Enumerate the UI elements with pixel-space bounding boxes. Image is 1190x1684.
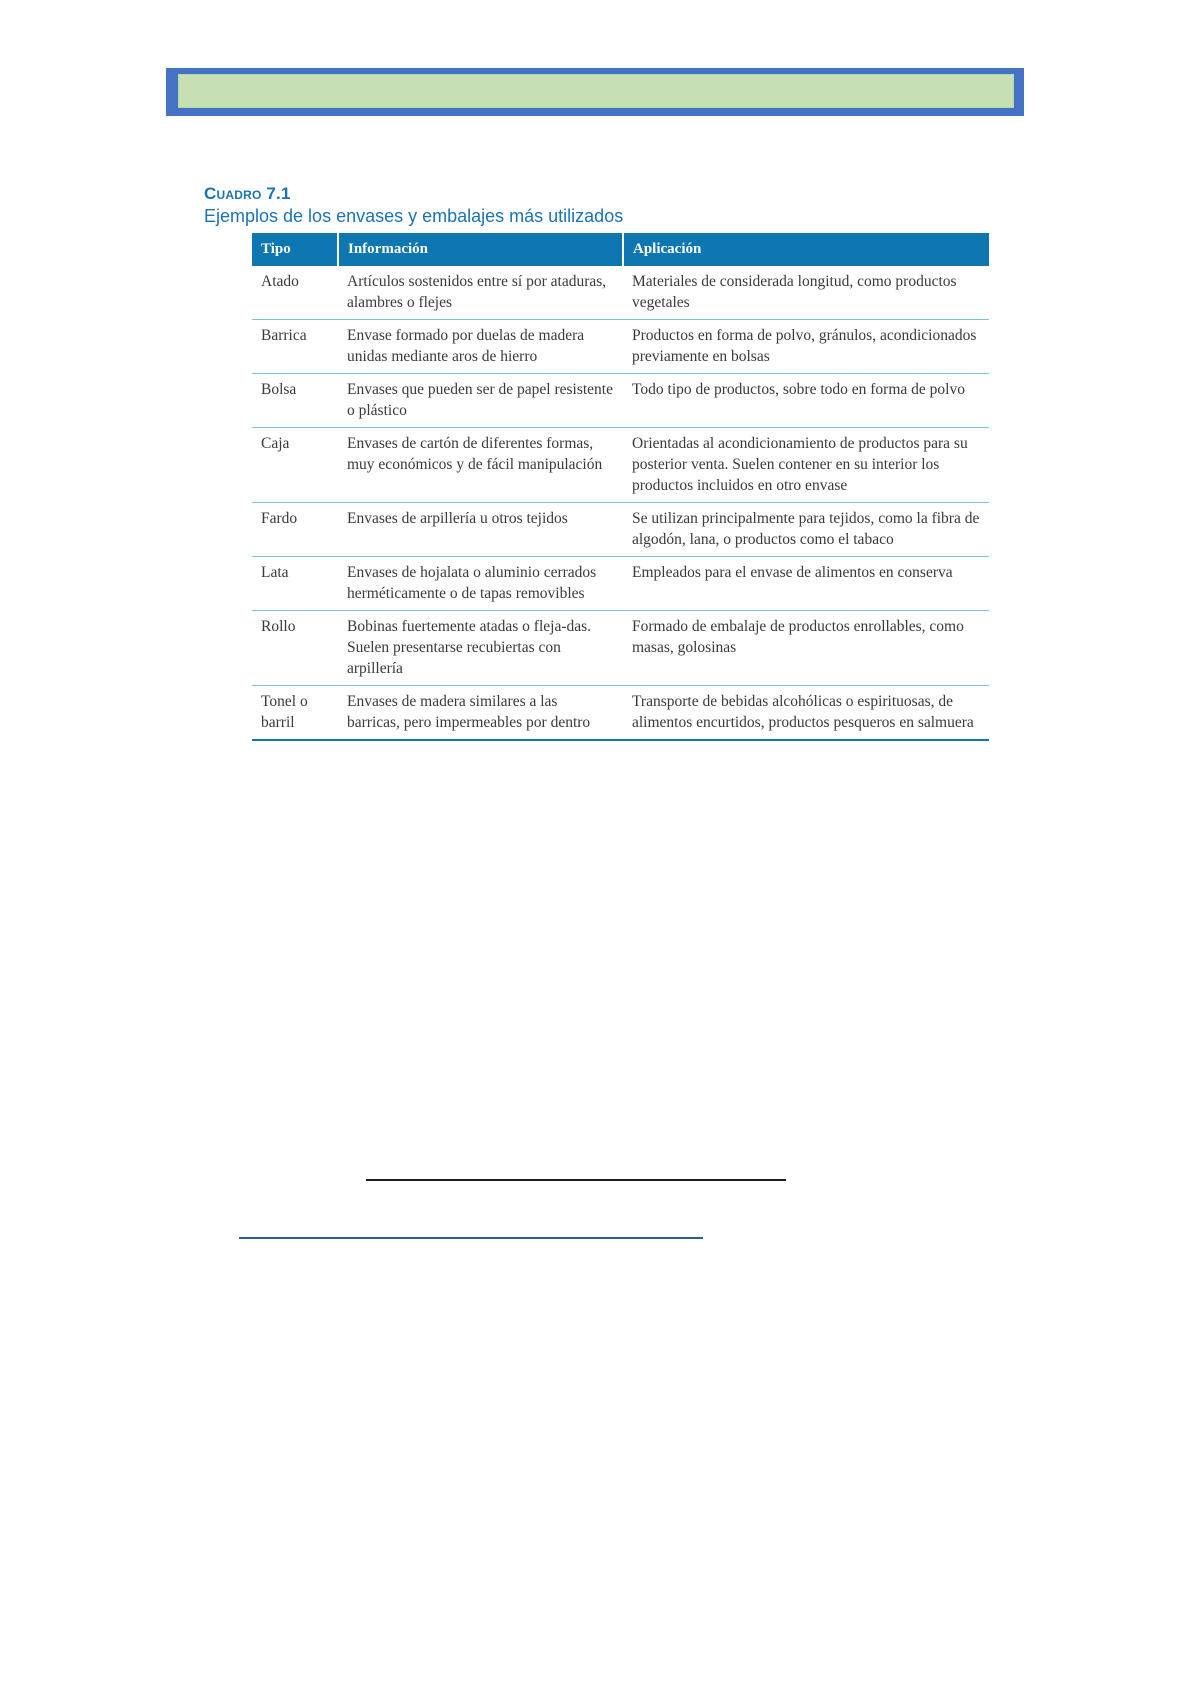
header-informacion: Información	[338, 233, 623, 266]
cuadro-title: Ejemplos de los envases y embalajes más utilizados	[204, 206, 624, 226]
cell-informacion: Envases de madera similares a las barricas, pero impermeables por dentro	[338, 686, 623, 741]
cell-aplicacion: Orientadas al acondicionamiento de productos para su posterior venta. Suelen contener en su interior los productos incluidos en otro envase	[623, 428, 989, 503]
cell-tipo: Caja	[252, 428, 338, 503]
cell-aplicacion: Se utilizan principalmente para tejidos, como la fibra de algodón, lana, o productos como el tabaco	[623, 503, 989, 557]
signature-line	[366, 1179, 786, 1181]
cell-aplicacion: Empleados para el envase de alimentos en conserva	[623, 557, 989, 611]
header-banner-fill	[178, 74, 1014, 108]
header-tipo: Tipo	[252, 233, 338, 266]
cuadro-number: Cuadro 7.1	[204, 184, 291, 203]
table-caption	[204, 184, 1004, 228]
table-row	[252, 266, 989, 320]
table-row	[252, 503, 989, 557]
cell-tipo: Fardo	[252, 503, 338, 557]
table-row	[252, 374, 989, 428]
header-aplicacion: Aplicación	[623, 233, 989, 266]
packaging-table	[252, 233, 989, 741]
table-header-row	[252, 233, 989, 266]
cell-informacion: Envases de hojalata o aluminio cerrados herméticamente o de tapas removibles	[338, 557, 623, 611]
cell-informacion: Envases que pueden ser de papel resistente o plástico	[338, 374, 623, 428]
table-row	[252, 611, 989, 686]
table-row	[252, 557, 989, 611]
cell-informacion: Envases de arpillería u otros tejidos	[338, 503, 623, 557]
underline-rule	[239, 1237, 703, 1239]
cell-informacion: Envases de cartón de diferentes formas, muy económicos y de fácil manipulación	[338, 428, 623, 503]
cell-informacion: Envase formado por duelas de madera unidas mediante aros de hierro	[338, 320, 623, 374]
cell-tipo: Rollo	[252, 611, 338, 686]
table-row	[252, 320, 989, 374]
cell-tipo: Atado	[252, 266, 338, 320]
table-row	[252, 686, 989, 741]
cell-tipo: Tonel o barril	[252, 686, 338, 741]
cell-aplicacion: Productos en forma de polvo, gránulos, acondicionados previamente en bolsas	[623, 320, 989, 374]
cell-aplicacion: Materiales de considerada longitud, como productos vegetales	[623, 266, 989, 320]
cell-tipo: Lata	[252, 557, 338, 611]
cell-aplicacion: Formado de embalaje de productos enrollables, como masas, golosinas	[623, 611, 989, 686]
table-row	[252, 428, 989, 503]
cell-informacion: Bobinas fuertemente atadas o fleja-das. Suelen presentarse recubiertas con arpillería	[338, 611, 623, 686]
cell-tipo: Bolsa	[252, 374, 338, 428]
cell-tipo: Barrica	[252, 320, 338, 374]
cell-aplicacion: Transporte de bebidas alcohólicas o espirituosas, de alimentos encurtidos, productos pesqueros en salmuera	[623, 686, 989, 741]
cell-informacion: Artículos sostenidos entre sí por ataduras, alambres o flejes	[338, 266, 623, 320]
header-banner	[166, 68, 1024, 116]
cell-aplicacion: Todo tipo de productos, sobre todo en forma de polvo	[623, 374, 989, 428]
